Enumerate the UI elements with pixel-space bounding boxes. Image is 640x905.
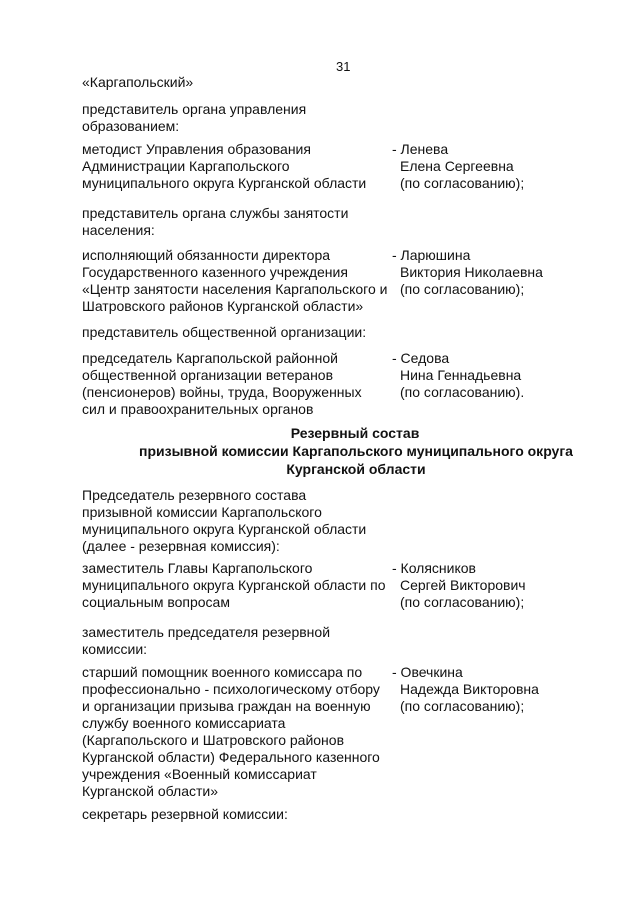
position-line: муниципального округа Курганской области по (82, 577, 386, 593)
position-line: Шатровского районов Курганской области» (82, 298, 364, 314)
position-line: Курганской области» (82, 783, 219, 799)
person-surname: - Седова (392, 350, 450, 366)
heading-line: представитель общественной организации: (82, 324, 367, 340)
position-line: службу военного комиссариата (82, 715, 286, 731)
position-line: Государственного казенного учреждения (82, 264, 348, 280)
person-surname: - Колясников (392, 560, 476, 576)
member-person (392, 560, 562, 611)
member-person (392, 664, 562, 715)
position-line: исполняющий обязанности директора (82, 247, 331, 263)
heading-line: Председатель резервного состава (82, 487, 307, 503)
reserve-deputy-heading (82, 624, 330, 658)
member-person (392, 350, 562, 401)
person-name: Надежда Викторовна (400, 681, 539, 697)
position-line: Курганской области) Федерального казенного (82, 749, 380, 765)
reserve-chair-heading (82, 487, 366, 555)
heading-line: населения: (82, 222, 155, 238)
reserve-title (0, 424, 640, 478)
person-note: (по согласованию); (400, 594, 525, 610)
position-line: муниципального округа Курганской области (82, 175, 367, 191)
position-line: учреждения «Военный комиссариат (82, 766, 317, 782)
org-name (82, 74, 193, 91)
heading-line: секретарь резервной комиссии: (82, 806, 288, 822)
person-name: Виктория Николаевна (400, 264, 543, 280)
heading-line: (далее - резервная комиссия): (82, 538, 280, 554)
reserve-title-line: призывной комиссии Каргапольского муниципального округа (139, 443, 573, 459)
person-note: (по согласованию). (400, 384, 525, 400)
section-employment-heading (82, 205, 348, 239)
position-line: (пенсионеров) войны, труда, Вооруженных (82, 384, 362, 400)
person-surname: - Ленева (392, 141, 449, 157)
heading-line: представитель органа службы занятости (82, 205, 349, 221)
heading-line: заместитель председателя резервной (82, 624, 331, 640)
person-surname: - Ларюшина (392, 247, 471, 263)
heading-line: представитель органа управления (82, 101, 307, 117)
reserve-secretary-heading (82, 806, 288, 823)
position-line: заместитель Главы Каргапольского (82, 560, 313, 576)
member-person (392, 141, 562, 192)
person-surname: - Овечкина (392, 664, 463, 680)
position-line: Администрации Каргапольского (82, 158, 290, 174)
position-line: и организации призыва граждан на военную (82, 698, 371, 714)
person-note: (по согласованию); (400, 175, 525, 191)
reserve-title-line: Резервный состав (290, 425, 420, 441)
member-position (82, 247, 392, 315)
heading-line: комиссии: (82, 641, 148, 657)
position-line: социальным вопросам (82, 594, 230, 610)
heading-line: призывной комиссии Каргапольского (82, 504, 322, 520)
person-name: Нина Геннадьевна (400, 367, 522, 383)
position-line: (Каргапольского и Шатровского районов (82, 732, 345, 748)
heading-line: образованием: (82, 118, 180, 134)
page-number: 31 (336, 59, 351, 74)
org-name-text: «Каргапольский» (82, 74, 194, 90)
member-person (392, 247, 562, 298)
person-note: (по согласованию); (400, 281, 525, 297)
member-position (82, 350, 392, 418)
member-position (82, 141, 392, 192)
person-name: Сергей Викторович (400, 577, 526, 593)
position-line: общественной организации ветеранов (82, 367, 334, 383)
person-note: (по согласованию); (400, 698, 525, 714)
heading-line: муниципального округа Курганской области (82, 521, 367, 537)
position-line: «Центр занятости населения Каргапольского и (82, 281, 388, 297)
position-line: председатель Каргапольской районной (82, 350, 338, 366)
position-line: старший помощник военного комиссара по (82, 664, 363, 680)
member-position (82, 560, 392, 611)
member-position (82, 664, 392, 800)
position-line: профессионально - психологическому отбору (82, 681, 380, 697)
position-line: сил и правоохранительных органов (82, 401, 314, 417)
section-public-heading (82, 324, 366, 341)
reserve-title-line: Курганской области (286, 461, 426, 477)
position-line: методист Управления образования (82, 141, 311, 157)
person-name: Елена Сергеевна (400, 158, 514, 174)
section-education-heading (82, 101, 306, 135)
